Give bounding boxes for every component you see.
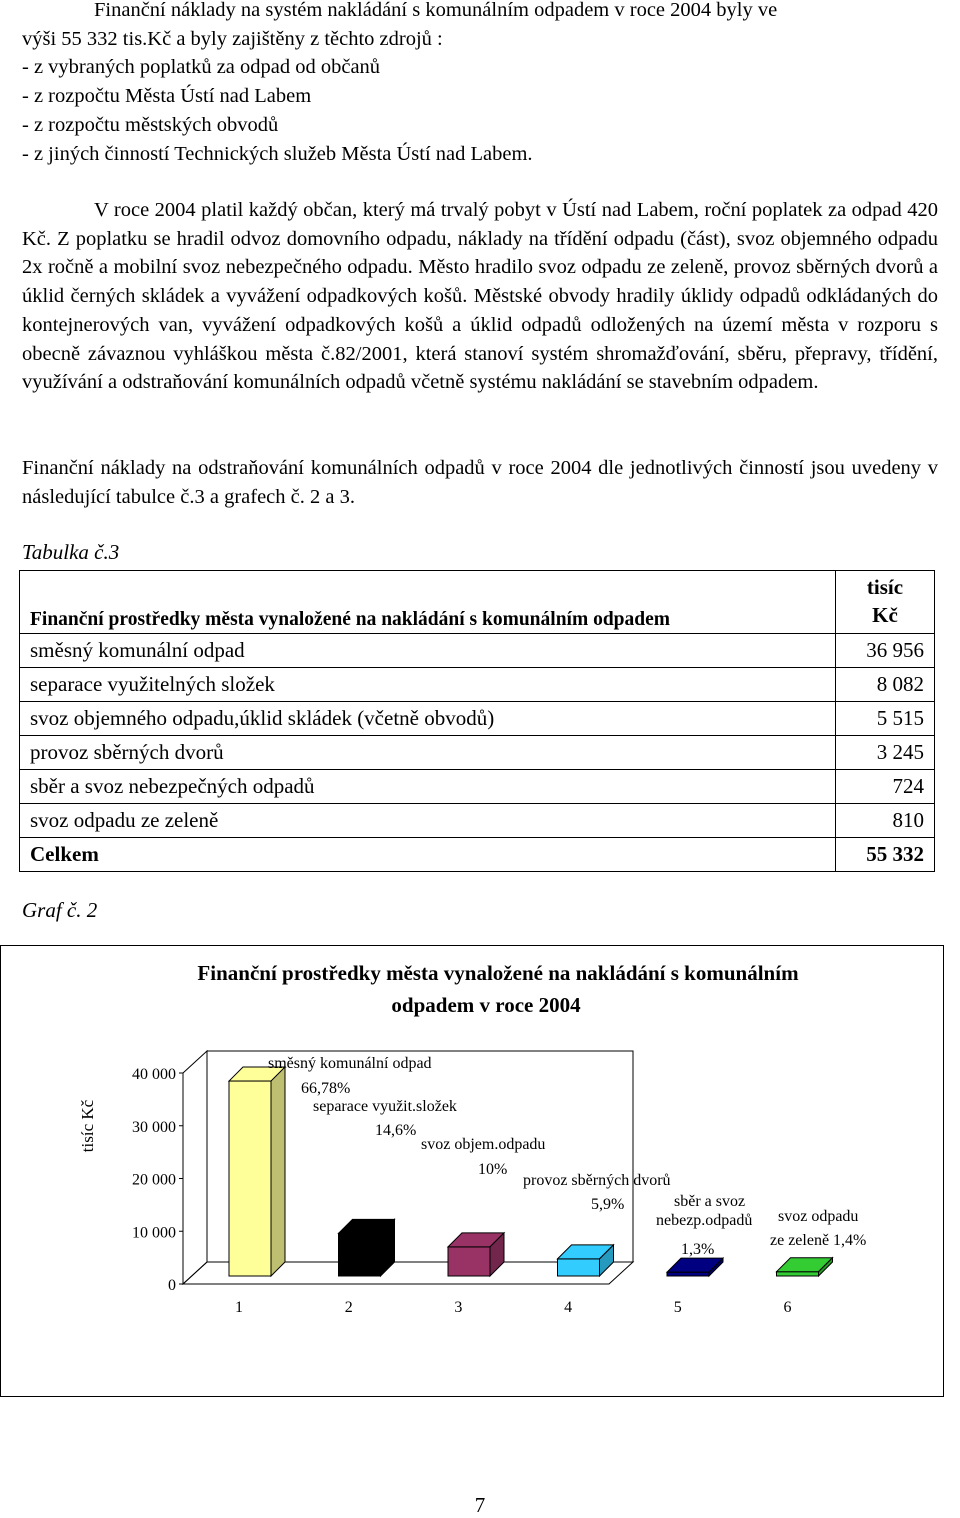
annotation-percent: 5,9% [591, 1196, 625, 1213]
bar [448, 1233, 504, 1276]
bar [558, 1245, 614, 1276]
table-header-row [20, 571, 935, 634]
table-total-row [20, 838, 935, 872]
table-row [20, 770, 935, 804]
total-value: 55 332 [836, 838, 935, 872]
x-axis-ticks [235, 1299, 792, 1316]
bar-chart [1, 946, 943, 1396]
row-name: svoz objemného odpadu,úklid skládek (včetně obvodů) [20, 702, 836, 736]
annotation-percent: 66,78% [301, 1080, 351, 1097]
chart-title: Finanční prostředky města vynaložené na nakládání s komunálním [197, 961, 799, 985]
bar [777, 1258, 833, 1276]
bar-front [667, 1272, 709, 1276]
row-value: 810 [836, 804, 935, 838]
row-name: sběr a svoz nebezpečných odpadů [20, 770, 836, 804]
annotation-label: nebezp.odpadů [656, 1212, 753, 1229]
page-number: 7 [474, 1493, 486, 1517]
x-tick-label: 3 [454, 1299, 463, 1316]
row-name: provoz sběrných dvorů [20, 736, 836, 770]
source-item: - z jiných činností Technických služeb Města Ústí nad Labem. [22, 142, 533, 165]
annotation-percent: 1,3% [681, 1241, 715, 1258]
costs-paragraph: Finanční náklady na odstraňování komunálních odpadů v roce 2004 dle jednotlivých činností jsou uvedeny v následující tabulce č.3 a grafech č. 2 a 3. [22, 457, 938, 508]
bar [229, 1067, 285, 1276]
intro-line: Finanční náklady na systém nakládání s komunálním odpadem v roce 2004 byly ve [94, 0, 778, 21]
x-tick-label: 2 [344, 1299, 353, 1316]
table-row [20, 804, 935, 838]
annotation-label: separace využit.složek [313, 1098, 457, 1115]
intro-paragraph [22, 0, 938, 25]
annotation-percent: 14,6% [375, 1122, 417, 1139]
unit-line: tisíc [866, 575, 904, 599]
y-axis-ticks [132, 1066, 183, 1294]
fee-paragraph: V roce 2004 platil každý občan, který má trvalý pobyt v Ústí nad Labem, roční poplatek za odpad 420 Kč. Z poplatku se hradil odvoz domovního odpadu, náklady na třídění odpadu (část), svoz objemného odpadu 2x ročně a mobilní svoz nebezpečného odpadu. Město hradilo svoz odpadu ze zeleně, provoz sběrných dvorů a úklid černých skládek a vyvážení odpadkových košů. Městské obvody hradily úklidy odpadů odkládaných do kontejnerových van, vyvážení odpadkových košů a úklid odpadů odložených na území města v rozporu s obecně závaznou vyhláškou města č.82/2001, která stanoví systém shromažďování, sběru, přepravy, třídění, využívání a odstraňování komunálních odpadů včetně systému nakládání se stavebním odpadem. [22, 199, 938, 394]
annotation-label: svoz objem.odpadu [421, 1136, 546, 1153]
annotation-label: ze zeleně 1,4% [770, 1232, 867, 1249]
annotation-label: sběr a svoz [674, 1193, 746, 1210]
chart-side-wall [183, 1051, 207, 1284]
table-row [20, 702, 935, 736]
source-item: - z rozpočtu Města Ústí nad Labem [22, 85, 312, 108]
row-value: 3 245 [836, 736, 935, 770]
table-caption: Tabulka č.3 [22, 540, 120, 564]
annotation-percent: 10% [478, 1161, 508, 1178]
row-value: 36 956 [836, 634, 935, 668]
intro-lines [22, 25, 938, 169]
costs-table [19, 570, 935, 872]
table-header-name: Finanční prostředky města vynaložené na nakládání s komunálním odpadem [20, 571, 836, 634]
row-name: směsný komunální odpad [20, 634, 836, 668]
row-name: svoz odpadu ze zeleně [20, 804, 836, 838]
bar [667, 1258, 723, 1276]
row-name: separace využitelných složek [20, 668, 836, 702]
y-tick-label: 20 000 [132, 1171, 176, 1189]
annotation-label: svoz odpadu [778, 1208, 859, 1225]
x-tick-label: 5 [673, 1299, 682, 1316]
y-tick-label: 40 000 [132, 1066, 176, 1083]
y-tick-label: 0 [168, 1277, 176, 1294]
total-name: Celkem [20, 838, 836, 872]
bar-side-shade [271, 1067, 285, 1276]
y-tick-label: 30 000 [132, 1118, 176, 1136]
y-tick-label: 10 000 [132, 1224, 176, 1242]
table-row [20, 668, 935, 702]
table-header-unit [836, 571, 935, 634]
annotation-label: směsný komunální odpad [268, 1055, 432, 1072]
bar-front [229, 1081, 271, 1276]
source-item: - z vybraných poplatků za odpad od občanů [22, 56, 381, 79]
x-tick-label: 4 [564, 1299, 573, 1316]
graph-caption: Graf č. 2 [22, 898, 98, 922]
intro-line: výši 55 332 tis.Kč a byly zajištěny z těchto zdrojů : [22, 27, 443, 50]
bar [339, 1219, 395, 1276]
unit-line: Kč [872, 603, 898, 627]
y-axis-label: tisíc Kč [78, 1099, 97, 1153]
bar-front [558, 1259, 600, 1276]
bar-front [448, 1247, 490, 1276]
table-row [20, 736, 935, 770]
annotation-label: provoz sběrných dvorů [523, 1172, 671, 1189]
chart-frame [0, 945, 944, 1397]
bar-front [777, 1272, 819, 1276]
x-tick-label: 6 [783, 1299, 792, 1316]
row-value: 724 [836, 770, 935, 804]
source-item: - z rozpočtu městských obvodů [22, 113, 279, 136]
bar-front [339, 1233, 381, 1276]
row-value: 5 515 [836, 702, 935, 736]
chart-title: odpadem v roce 2004 [391, 993, 581, 1017]
row-value: 8 082 [836, 668, 935, 702]
x-tick-label: 1 [235, 1299, 243, 1316]
table-row [20, 634, 935, 668]
